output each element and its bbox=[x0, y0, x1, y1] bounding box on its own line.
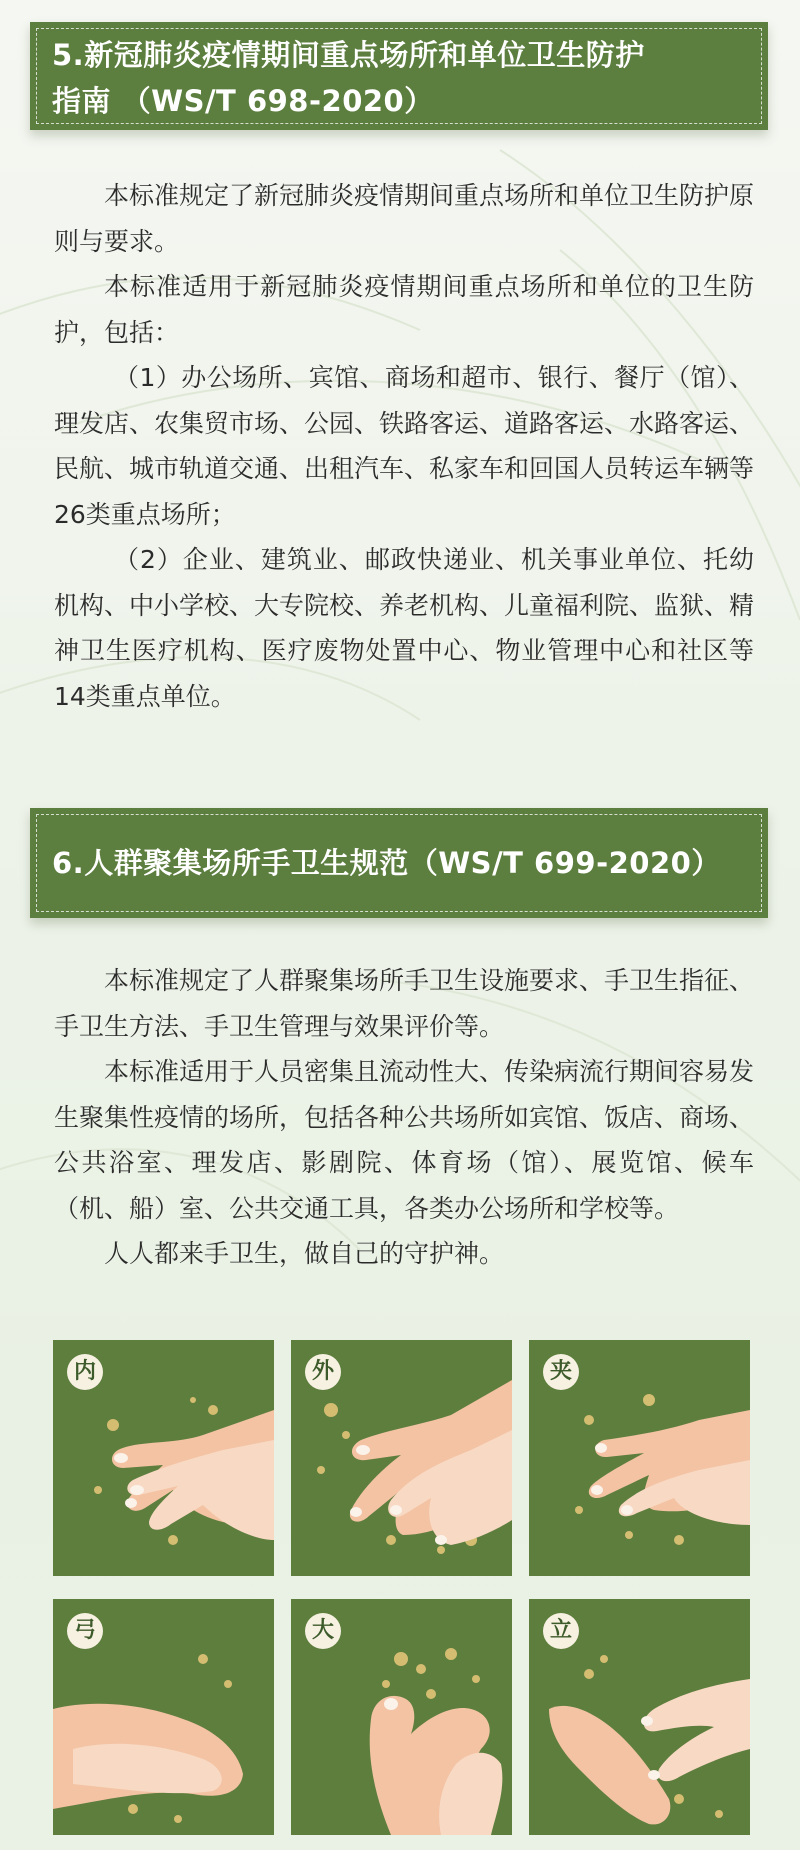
paragraph: 人人都来手卫生，做自己的守护神。 bbox=[104, 1239, 505, 1268]
paragraph: 本标准适用于人员密集且流动性大、传染病流行期间容易发生聚集性疫情的场所，包括各种公共场所如宾馆、饭店、商场、公共浴室、理发店、影剧院、体育场（馆）、展览馆、候车（机、船）室、公共交通工具，各类办公场所和学校等。 bbox=[54, 1057, 755, 1223]
section-5-body bbox=[54, 173, 754, 719]
step-label-badge: 内 bbox=[67, 1354, 103, 1390]
step-label-badge: 弓 bbox=[67, 1613, 103, 1649]
paragraph: 本标准规定了新冠肺炎疫情期间重点场所和单位卫生防护原则与要求。 bbox=[54, 181, 755, 256]
paragraph: 本标准规定了人群聚集场所手卫生设施要求、手卫生指征、手卫生方法、手卫生管理与效果评价等。 bbox=[54, 966, 755, 1041]
step-label-badge: 立 bbox=[543, 1613, 579, 1649]
section-6-header bbox=[30, 808, 768, 918]
step-label-badge: 外 bbox=[305, 1354, 341, 1390]
handwash-step-panel bbox=[53, 1599, 274, 1835]
section-5-title-line2: 指南 （WS/T 698-2020） bbox=[52, 84, 434, 118]
handwash-step-panel bbox=[529, 1340, 750, 1576]
handwash-step-panel bbox=[529, 1599, 750, 1835]
section-5-title bbox=[52, 32, 748, 124]
paragraph: 本标准适用于新冠肺炎疫情期间重点场所和单位的卫生防护，包括： bbox=[54, 272, 754, 347]
list-item: （1）办公场所、宾馆、商场和超市、银行、餐厅（馆）、理发店、农集贸市场、公园、铁路客运、道路客运、水路客运、民航、城市轨道交通、出租汽车、私家车和回国人员转运车辆等26类重点场所； bbox=[54, 363, 755, 529]
section-6-body bbox=[54, 958, 754, 1277]
handwash-steps-grid bbox=[53, 1340, 750, 1835]
handwash-step-panel bbox=[291, 1340, 512, 1576]
section-6-title: 6.人群聚集场所手卫生规范（WS/T 699-2020） bbox=[52, 846, 721, 880]
handwash-step-panel bbox=[53, 1340, 274, 1576]
section-5-title-line1: 5.新冠肺炎疫情期间重点场所和单位卫生防护 bbox=[52, 38, 645, 72]
list-item: （2）企业、建筑业、邮政快递业、机关事业单位、托幼机构、中小学校、大专院校、养老机构、儿童福利院、监狱、精神卫生医疗机构、医疗废物处置中心、物业管理中心和社区等14类重点单位。 bbox=[54, 545, 755, 711]
step-label-badge: 夹 bbox=[543, 1354, 579, 1390]
section-5-header bbox=[30, 22, 768, 130]
handwash-step-panel bbox=[291, 1599, 512, 1835]
step-label-badge: 大 bbox=[305, 1613, 341, 1649]
